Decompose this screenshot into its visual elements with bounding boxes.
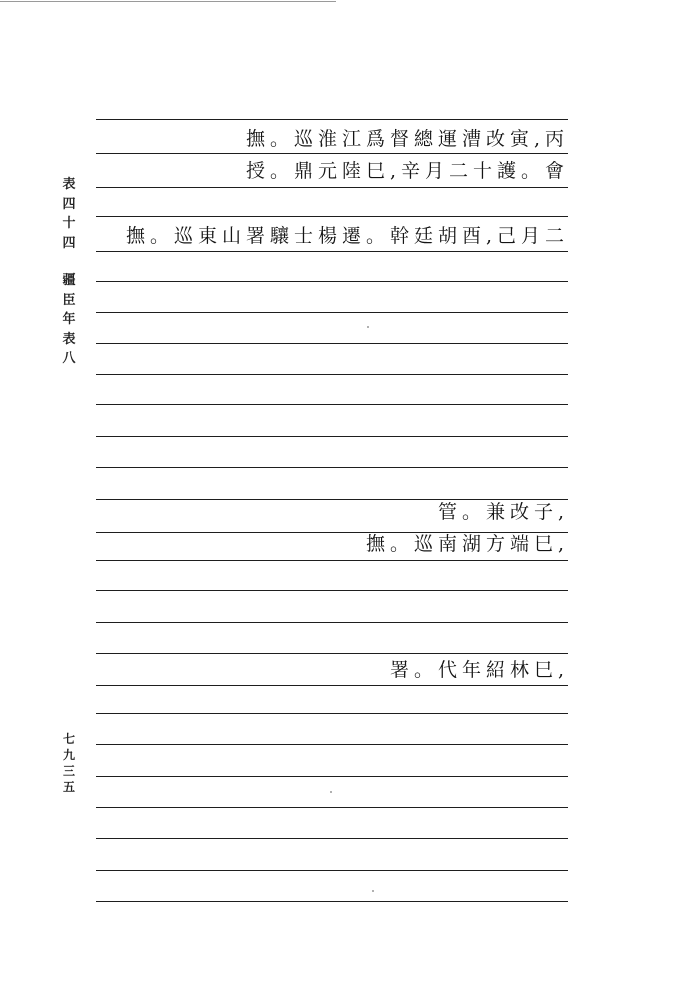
- table-rule-line: [96, 467, 568, 468]
- table-rule-line: [96, 404, 568, 405]
- margin-title-char: 年: [62, 312, 76, 327]
- table-entry: 管。兼改子,: [437, 501, 569, 523]
- margin-title-char: 四: [62, 196, 76, 212]
- scan-speck: [330, 791, 332, 793]
- scan-top-edge-line: [0, 1, 336, 2]
- table-entry: 撫。巡南湖方端巳,: [365, 533, 569, 555]
- margin-title-char: 十: [62, 216, 76, 231]
- page-number-digit: 五: [62, 780, 75, 794]
- margin-title-char: 表: [62, 331, 76, 347]
- table-entry: 撫。巡東山署驤士楊遷。幹廷胡酉,己月二: [125, 225, 569, 247]
- table-rule-line: [96, 119, 568, 120]
- table-rule-line: [96, 713, 568, 714]
- page-number-digit: 九: [62, 748, 75, 762]
- table-rule-line: [96, 590, 568, 591]
- margin-title-char: 表: [62, 177, 76, 192]
- table-rule-line: [96, 838, 568, 839]
- table-rule-line: [96, 312, 568, 313]
- table-rule-line: [96, 776, 568, 777]
- table-rule-line: [96, 901, 568, 902]
- table-rule-line: [96, 251, 568, 252]
- table-rule-line: [96, 870, 568, 871]
- table-entry: 授。鼎元陸巳,辛月二十護。會: [245, 160, 569, 182]
- table-rule-line: [96, 685, 568, 686]
- table-rule-line: [96, 744, 568, 745]
- table-rule-line: [96, 343, 568, 344]
- scan-speck: [372, 890, 374, 892]
- table-entry: 署。代年紹林巳,: [389, 659, 569, 681]
- table-rule-line: [96, 807, 568, 808]
- table-rule-line: [96, 653, 568, 654]
- page-number: [60, 731, 78, 795]
- scan-speck: [367, 326, 369, 328]
- table-rule-line: [96, 153, 568, 154]
- table-rule-line: [96, 560, 568, 561]
- margin-title-char: 八: [62, 351, 76, 366]
- page-number-digit: 七: [62, 732, 75, 746]
- table-rule-line: [96, 216, 568, 217]
- margin-title-char: 疆: [62, 273, 76, 288]
- table-rule-line: [96, 374, 568, 375]
- margin-title-char: 臣: [62, 292, 76, 308]
- table-entry: 撫。巡淮江爲督總運漕改寅,丙: [245, 128, 569, 150]
- table-rule-line: [96, 281, 568, 282]
- page-number-digit: 三: [62, 764, 75, 778]
- margin-title-char: 四: [62, 235, 76, 251]
- table-rule-line: [96, 187, 568, 188]
- table-rule-line: [96, 436, 568, 437]
- margin-table-title: [60, 175, 78, 369]
- table-rule-line: [96, 622, 568, 623]
